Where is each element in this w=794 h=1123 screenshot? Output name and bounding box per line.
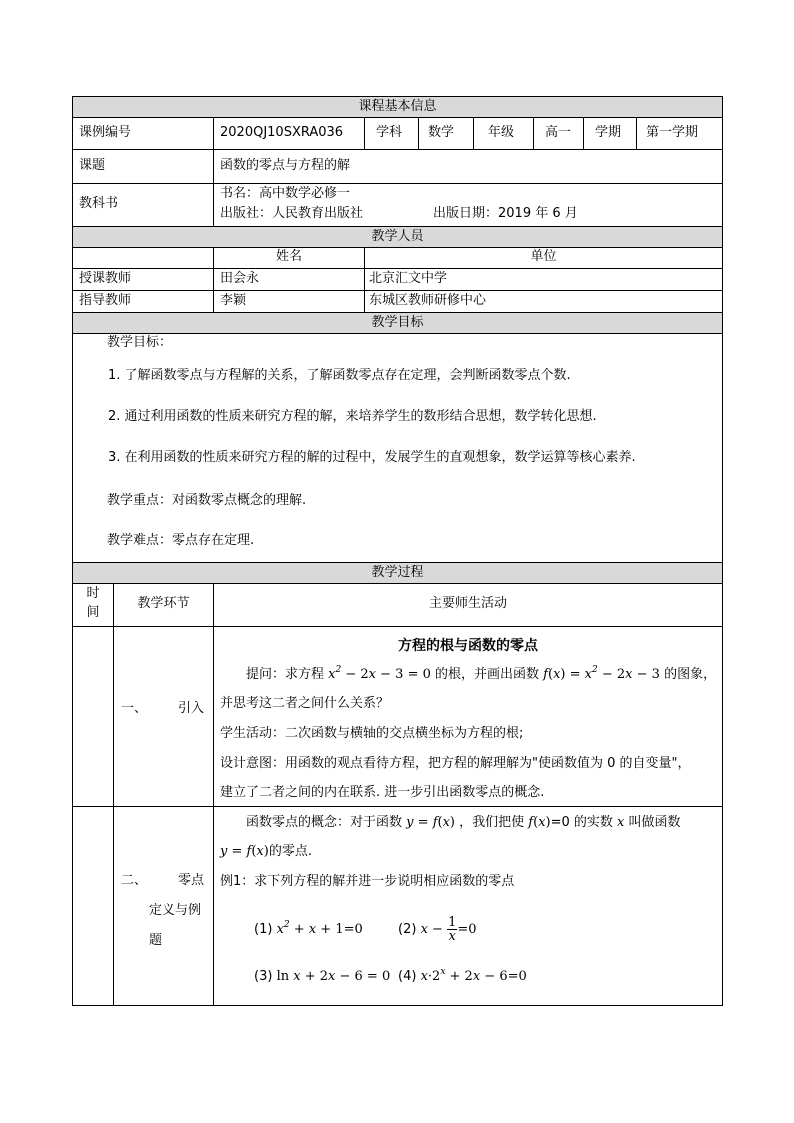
topic-value: 函数的零点与方程的解 — [220, 158, 351, 173]
stage1-student-activity: 学生活动：二次函数与横轴的交点横坐标为方程的根; — [220, 726, 524, 741]
stage2-name-2: 定义与例 — [149, 903, 202, 918]
col-time-2: 间 — [86, 605, 100, 620]
problem-1 — [254, 922, 363, 938]
course-id-value: 2020QJ10SXRA036 — [220, 125, 344, 140]
border — [72, 226, 723, 227]
border — [72, 806, 723, 807]
zero-definition-c: =0 的实数 — [550, 815, 613, 830]
staff-col-unit: 单位 — [530, 249, 557, 264]
border — [72, 247, 723, 248]
term-label: 学期 — [595, 125, 622, 140]
zero-definition — [246, 815, 681, 831]
stage1-name: 引入 — [178, 701, 205, 716]
border — [72, 183, 723, 184]
variable-x: x — [617, 815, 625, 830]
goals-header: 教学目标 — [371, 315, 424, 330]
zero-definition-a: 函数零点的概念：对于函数 — [246, 815, 403, 830]
stage1-question-c: 的图象， — [664, 667, 717, 682]
stage2-name-1: 零点 — [178, 873, 205, 888]
teaching-key-point: 教学重点：对函数零点概念的理解. — [107, 493, 307, 508]
border — [72, 149, 723, 150]
guide-label: 指导教师 — [79, 293, 132, 308]
col-stage: 教学环节 — [137, 596, 190, 611]
example-1-prompt: 例1：求下列方程的解并进一步说明相应函数的零点 — [220, 874, 515, 889]
subject-value: 数学 — [428, 125, 455, 140]
goal-item-1: 1. 了解函数零点与方程解的关系，了解函数零点存在定理，会判断函数零点个数. — [108, 368, 571, 383]
teacher-name: 田会永 — [220, 271, 260, 286]
fx-expression: f(x) — [528, 815, 551, 830]
border — [722, 96, 723, 1006]
term-value: 第一学期 — [646, 125, 699, 140]
border — [72, 96, 723, 97]
course-id-label: 课例编号 — [79, 125, 132, 140]
subject-label: 学科 — [376, 125, 403, 140]
staff-col-name: 姓名 — [275, 249, 302, 264]
problem-1-formula: $x^2 + x + 1=0$ — [276, 920, 363, 937]
teacher-unit: 北京汇文中学 — [369, 271, 448, 286]
border — [418, 117, 419, 149]
topic-label: 课题 — [79, 158, 106, 173]
border — [636, 117, 637, 149]
stage1-number: 一、 — [121, 701, 148, 716]
stage1-design-1: 设计意图：用函数的观点看待方程，把方程的解理解为"使函数值为 0 的自变量"， — [220, 756, 691, 771]
zero-definition-b: ，我们把使 — [459, 815, 525, 830]
border — [533, 117, 534, 149]
border — [213, 117, 214, 226]
stage2-number: 二、 — [121, 873, 148, 888]
border — [364, 117, 365, 149]
border — [72, 1005, 723, 1006]
border — [72, 583, 723, 584]
basic-info-header: 课程基本信息 — [358, 99, 437, 114]
function-formula: $f(x) = x^2 - 2x - 3$ — [543, 665, 660, 682]
problem-1-label: (1) — [254, 922, 273, 937]
border — [72, 117, 723, 118]
problem-4-formula: $x\cdot 2^x + 2x - 6=0$ — [420, 967, 527, 984]
border — [583, 117, 584, 149]
equation-formula: $x^2 - 2x - 3 = 0$ — [328, 665, 431, 682]
process-header: 教学过程 — [371, 565, 424, 580]
teacher-label: 授课教师 — [79, 271, 132, 286]
grade-value: 高一 — [545, 125, 572, 140]
goal-item-3: 3. 在利用函数的性质来研究方程的解的过程中，发展学生的直观想象，数学运算等核心素养. — [108, 450, 636, 465]
goals-intro: 教学目标： — [107, 335, 173, 350]
border — [72, 268, 723, 269]
border — [72, 290, 723, 291]
zero-definition-line2 — [220, 844, 312, 860]
border — [113, 583, 114, 1005]
zero-definition-e: 的零点. — [268, 844, 312, 859]
border — [473, 117, 474, 149]
stage1-question-line2: 并思考这二者之间什么关系？ — [220, 696, 390, 711]
textbook-pubdate: 出版日期：2019 年 6 月 — [433, 206, 578, 221]
border — [72, 626, 723, 627]
guide-unit: 东城区教师研修中心 — [369, 293, 487, 308]
stage1-question-b: 的根，并画出函数 — [435, 667, 540, 682]
textbook-name: 书名：高中数学必修一 — [220, 186, 351, 201]
stage1-title: 方程的根与函数的零点 — [398, 638, 538, 654]
border — [72, 562, 723, 563]
col-activity: 主要师生活动 — [428, 596, 507, 611]
problem-2-formula: x − $\frac{1}{x}$ =0 — [420, 915, 477, 944]
stage1-design-2: 建立了二者之间的内在联系. 进一步引出函数零点的概念. — [220, 785, 545, 800]
problem-4 — [398, 969, 527, 985]
stage1-question-a: 提问：求方程 — [246, 667, 325, 682]
textbook-publisher: 出版社：人民教育出版社 — [220, 206, 364, 221]
problem-2 — [398, 913, 477, 947]
fraction-one-over-x: $\frac{1}{x}$ — [448, 915, 457, 944]
problem-3-label: (3) — [254, 969, 273, 984]
function-y-fx: y = f(x) — [406, 815, 455, 830]
goal-item-2: 2. 通过利用函数的性质来研究方程的解，来培养学生的数形结合思想，数学转化思想. — [108, 409, 597, 424]
border — [72, 312, 723, 313]
problem-3 — [254, 969, 390, 985]
border — [72, 333, 723, 334]
teaching-difficulty: 教学难点：零点存在定理. — [107, 533, 255, 548]
stage2-name-3: 题 — [149, 933, 163, 948]
problem-4-label: (4) — [398, 969, 417, 984]
staff-header: 教学人员 — [371, 229, 424, 244]
col-time-1: 时 — [86, 586, 100, 601]
stage1-question — [246, 667, 716, 683]
guide-name: 李颖 — [220, 293, 247, 308]
problem-2-label: (2) — [398, 922, 417, 937]
grade-label: 年级 — [488, 125, 515, 140]
function-y-fx-2: y = f(x) — [220, 844, 269, 859]
textbook-label: 教科书 — [79, 196, 119, 211]
zero-definition-d: 叫做函数 — [628, 815, 681, 830]
problem-3-formula: ln x + 2x − 6 = 0 — [276, 969, 391, 984]
